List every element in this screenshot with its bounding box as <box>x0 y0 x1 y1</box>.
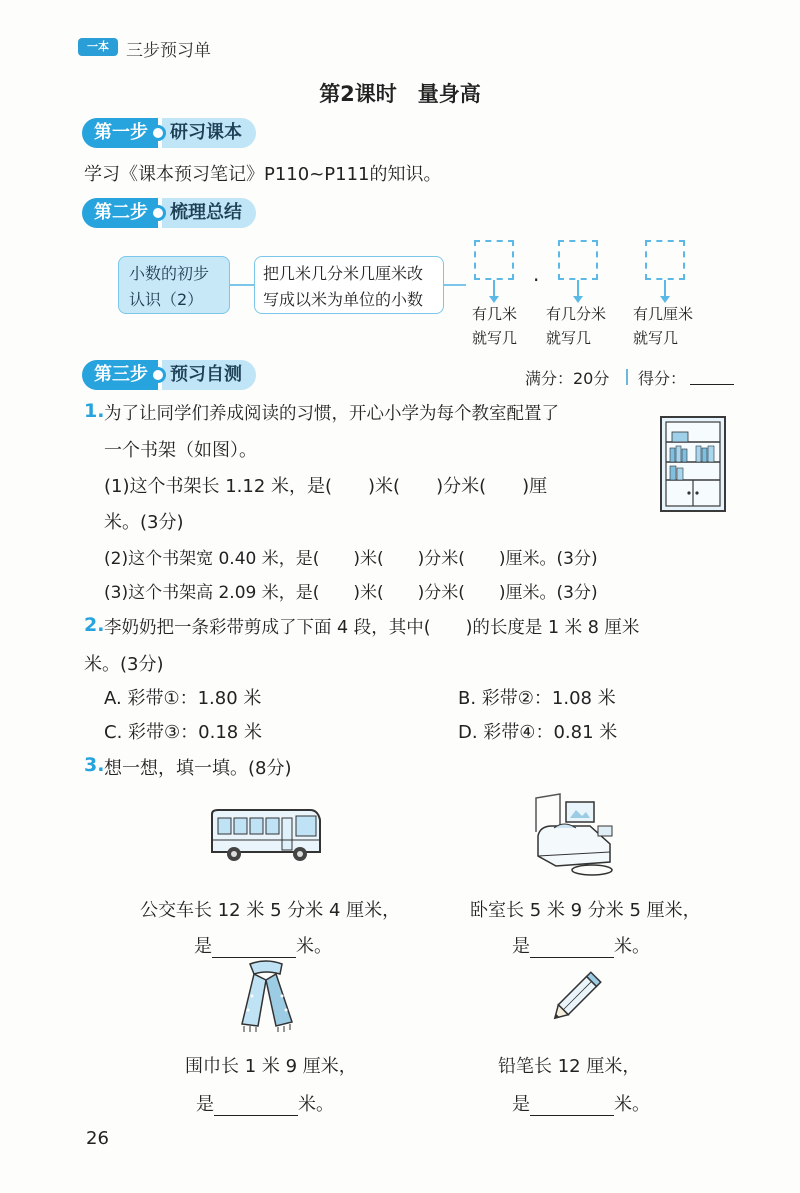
summary-topic-line: 小数的初步 <box>129 264 210 283</box>
q3-line: 想一想，填一填。(8分) <box>104 758 292 779</box>
q2-number: 2. <box>84 614 105 636</box>
q1-number: 1. <box>84 400 105 422</box>
q3-pencil-answer <box>512 1090 650 1116</box>
bookshelf-icon <box>660 416 726 512</box>
q1-part1-line1: (1)这个书架长 1.12 米，是( )米( )分米( )厘 <box>104 476 548 497</box>
step3-label: 预习自测 <box>162 360 256 390</box>
summary-rule-line: 写成以米为单位的小数 <box>263 290 424 309</box>
q1-line1: 为了让同学们养成阅读的习惯，开心小学为每个教室配置了 <box>104 404 559 424</box>
step3-heading <box>82 360 256 390</box>
full-score: 满分：20分 <box>525 369 610 388</box>
caption-centimeter <box>633 302 693 350</box>
caption-line: 就写几 <box>472 329 518 347</box>
arrow-line <box>664 280 666 296</box>
pencil-icon <box>546 966 606 1028</box>
caption-decimeter <box>546 302 606 350</box>
summary-rule-box <box>254 256 444 314</box>
bedroom-answer-blank[interactable] <box>530 939 614 958</box>
caption-line: 就写几 <box>546 329 592 347</box>
caption-line: 有几厘米 <box>633 305 694 323</box>
caption-meter <box>472 302 517 350</box>
got-score-label: 得分： <box>638 369 687 388</box>
summary-topic-box <box>118 256 230 314</box>
brand-logo: 一本 <box>78 38 118 56</box>
q2-option-c[interactable]: C. 彩带③：0.18 米 <box>104 722 262 743</box>
step-dot-icon <box>150 205 166 221</box>
caption-line: 有几米 <box>472 305 518 323</box>
q1-part3: (3)这个书架高 2.09 米，是( )米( )分米( )厘米。(3分) <box>104 583 598 603</box>
summary-topic-line: 认识（2） <box>129 290 204 309</box>
step1-label: 研习课本 <box>162 118 256 148</box>
q2-option-a[interactable]: A. 彩带①：1.80 米 <box>104 688 262 709</box>
unit-label: 米。 <box>614 1094 650 1115</box>
step1-pill: 第一步 <box>82 118 158 148</box>
dashed-box-meter <box>474 240 514 280</box>
unit-label: 米。 <box>298 1094 334 1115</box>
unit-label: 米。 <box>296 936 332 957</box>
q3-pencil-text: 铅笔长 12 厘米， <box>498 1056 641 1077</box>
is-label: 是 <box>194 936 212 957</box>
step2-label: 梳理总结 <box>162 198 256 228</box>
q1-part2: (2)这个书架宽 0.40 米，是( )米( )分米( )厘米。(3分) <box>104 549 598 569</box>
is-label: 是 <box>512 1094 530 1115</box>
bedroom-icon <box>530 792 636 876</box>
step1-text: 学习《课本预习笔记》P110~P111的知识。 <box>84 164 442 185</box>
scarf-icon <box>236 960 298 1034</box>
q3-bus-text: 公交车长 12 米 5 分米 4 厘米， <box>140 900 401 921</box>
q1-part1-line2: 米。(3分) <box>104 512 184 533</box>
step1-heading <box>82 118 256 148</box>
q3-bedroom-text: 卧室长 5 米 9 分米 5 厘米， <box>470 900 701 921</box>
score-answer-blank[interactable] <box>690 366 734 385</box>
caption-line: 就写几 <box>633 329 679 347</box>
q3-bedroom-answer <box>512 932 650 958</box>
bus-icon <box>206 806 324 864</box>
score-separator <box>626 369 628 385</box>
q1-line2: 一个书架（如图）。 <box>104 440 257 461</box>
connector-line <box>230 284 254 286</box>
step2-heading <box>82 198 256 228</box>
q2-line2: 米。(3分) <box>84 654 164 675</box>
q3-number: 3. <box>84 754 105 776</box>
dashed-box-centimeter <box>645 240 685 280</box>
step-dot-icon <box>150 125 166 141</box>
is-label: 是 <box>512 936 530 957</box>
connector-line <box>444 284 466 286</box>
page-title: 第2课时 量身高 <box>319 82 481 106</box>
scarf-answer-blank[interactable] <box>214 1097 298 1116</box>
caption-line: 有几分米 <box>546 305 607 323</box>
bus-answer-blank[interactable] <box>212 939 296 958</box>
q2-line1: 李奶奶把一条彩带剪成了下面 4 段，其中( )的长度是 1 米 8 厘米 <box>104 618 640 638</box>
q3-scarf-text: 围巾长 1 米 9 厘米， <box>185 1056 357 1077</box>
q3-scarf-answer <box>196 1090 334 1116</box>
q2-option-b[interactable]: B. 彩带②：1.08 米 <box>458 688 616 709</box>
pencil-answer-blank[interactable] <box>530 1097 614 1116</box>
brand-name: 三步预习单 <box>126 41 211 61</box>
page-number: 26 <box>86 1128 109 1149</box>
step-dot-icon <box>150 367 166 383</box>
dashed-box-decimeter <box>558 240 598 280</box>
arrow-line <box>493 280 495 296</box>
arrow-line <box>577 280 579 296</box>
unit-label: 米。 <box>614 936 650 957</box>
q3-bus-answer <box>194 932 332 958</box>
summary-rule-line: 把几米几分米几厘米改 <box>263 264 424 283</box>
decimal-point: . <box>533 262 540 286</box>
step3-pill: 第三步 <box>82 360 158 390</box>
q2-option-d[interactable]: D. 彩带④：0.81 米 <box>458 722 618 743</box>
is-label: 是 <box>196 1094 214 1115</box>
step2-pill: 第二步 <box>82 198 158 228</box>
